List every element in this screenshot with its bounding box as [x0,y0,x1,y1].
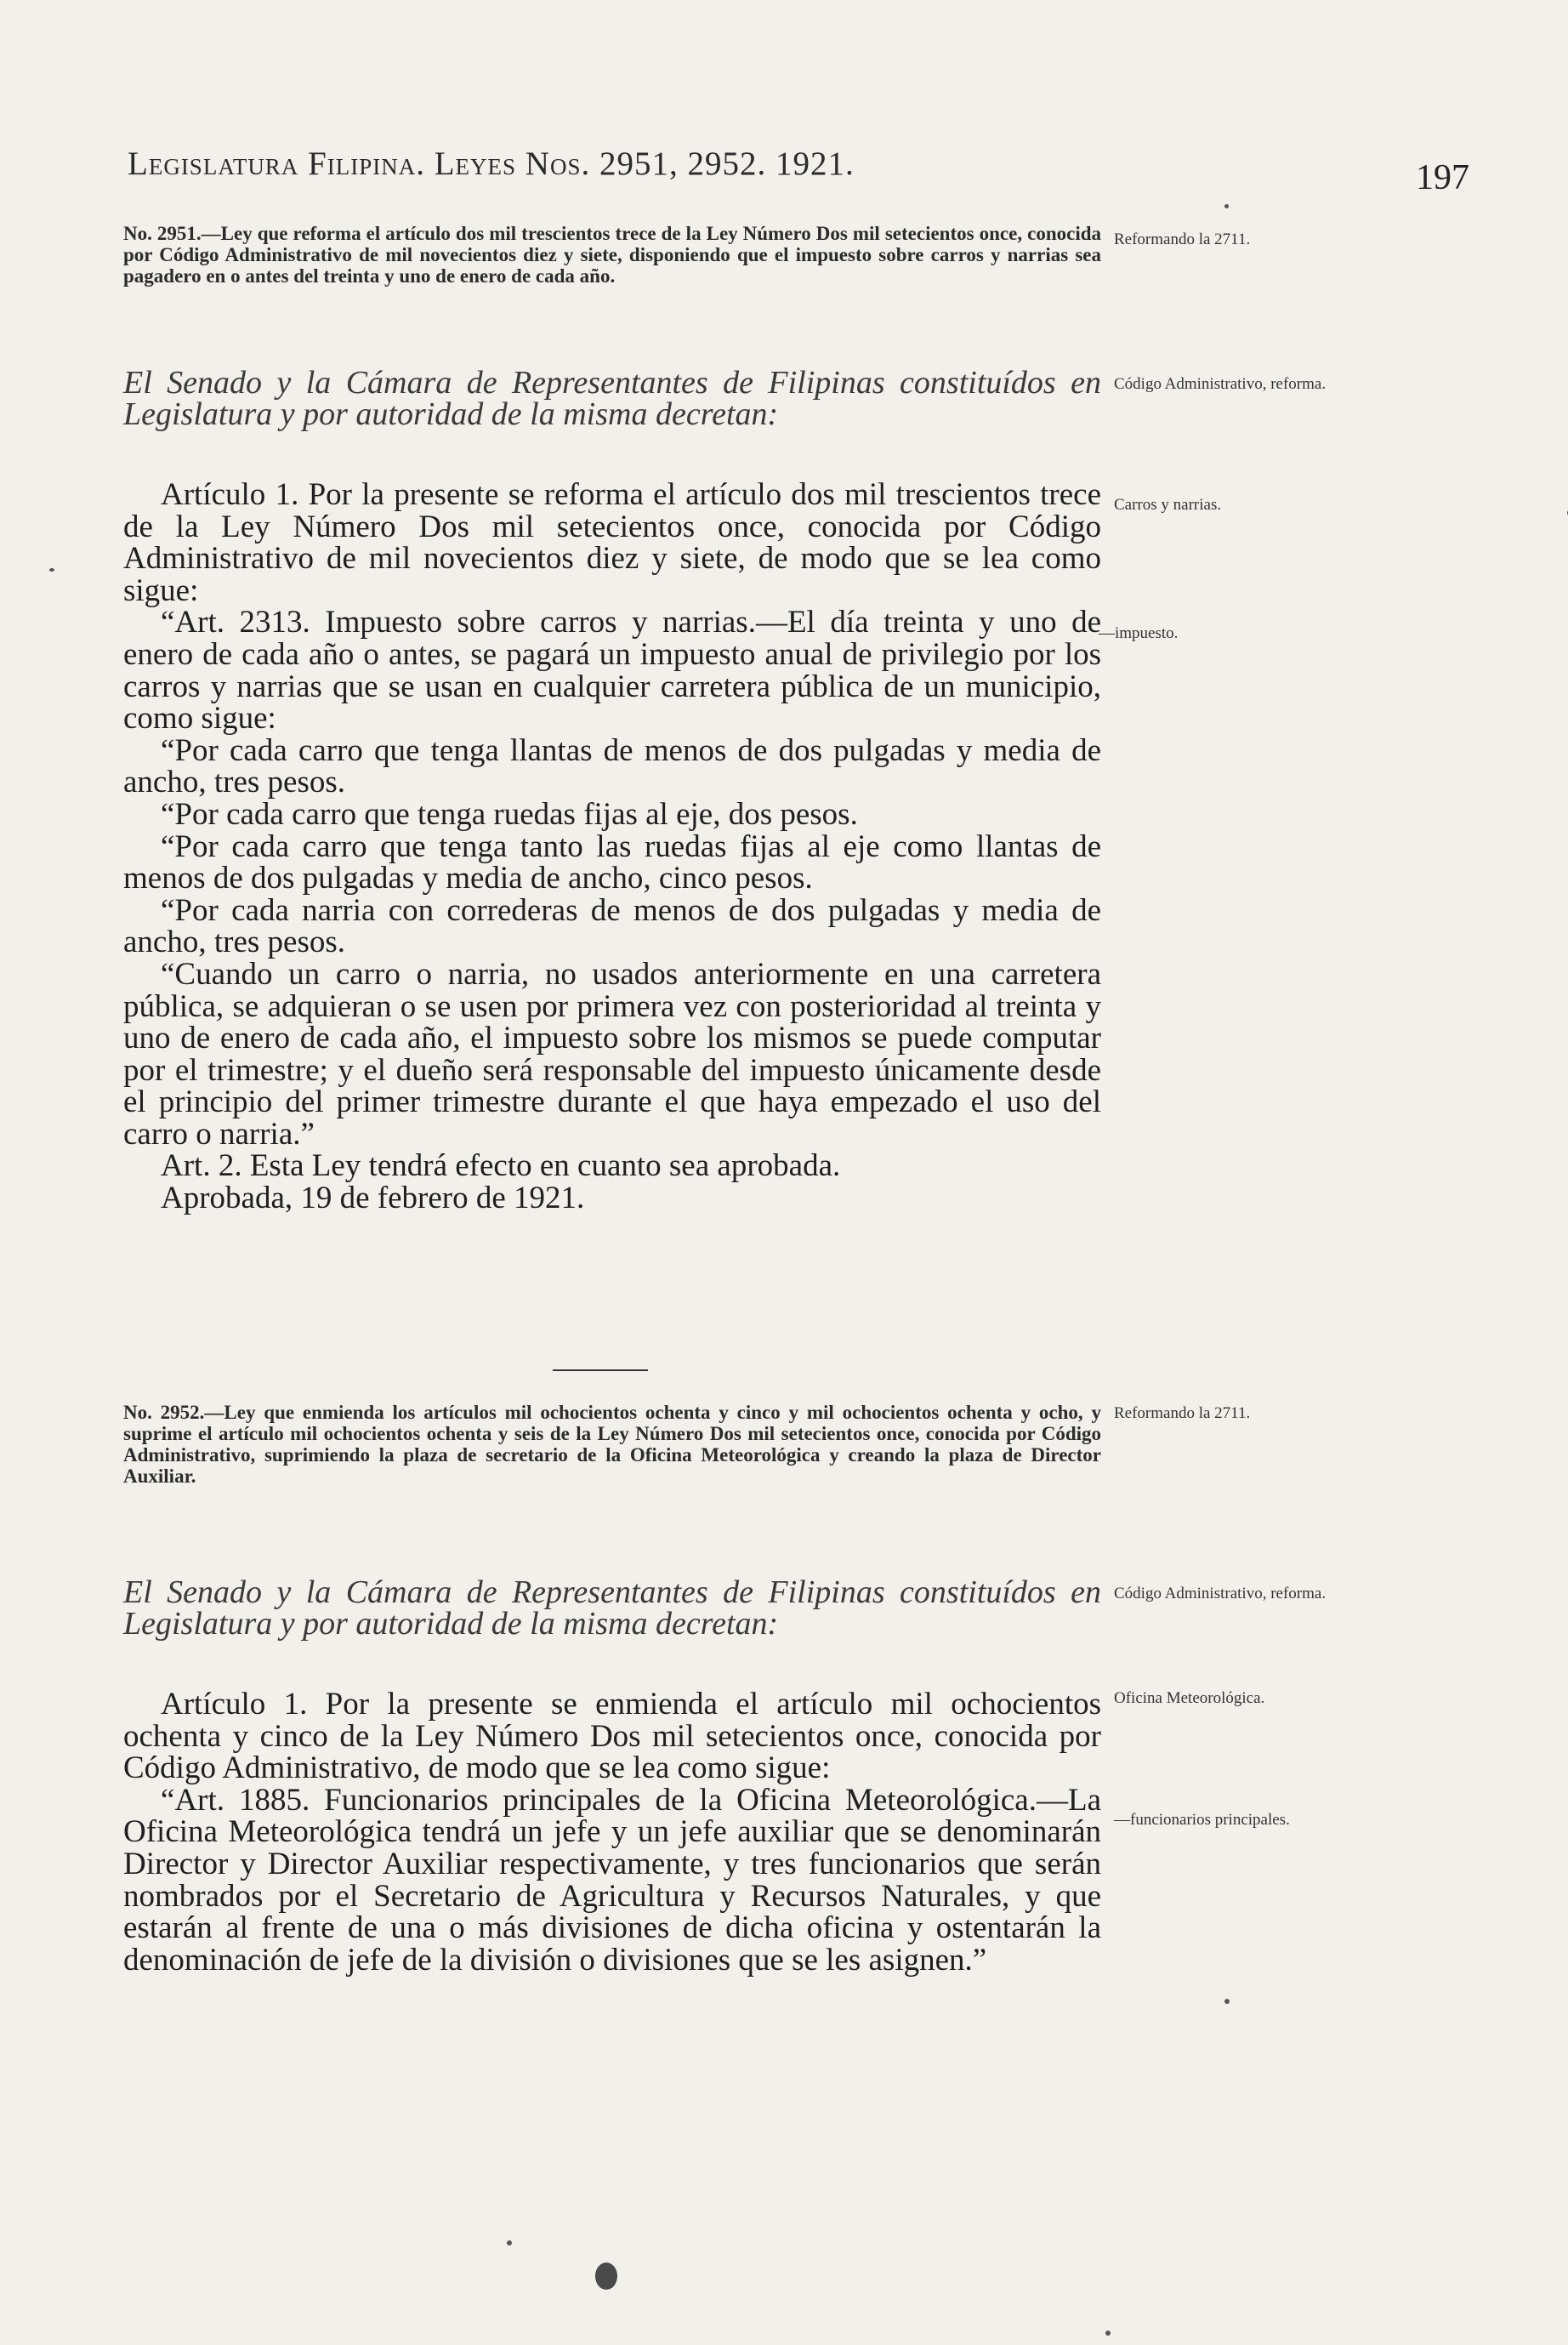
margin-note-codigo-2952: Código Administrativo, reforma. [1114,1585,1327,1602]
law-2952-summary-block [123,1402,1101,1487]
scan-speck [1105,2331,1111,2336]
margin-note-impuesto: —impuesto. [1099,624,1179,642]
scan-speck [1224,1999,1230,2004]
law-2952-summary: No. 2952.—Ley que enmienda los artículos mil ochocientos ochenta y cinco y mil ochocientos ochenta y ocho, y suprime el artículo mil ochocientos ochenta y seis de la Ley Número Dos mil setecientos once, conocida por Código Administrativo, suprimiendo la plaza de secretario de la Oficina Meteorológica y creando la plaza de Director Auxiliar. [123,1402,1101,1487]
law-2952-enacting-block [123,1574,1101,1642]
margin-note-carros: Carros y narrias. [1114,496,1222,514]
scan-blot [595,2262,617,2290]
law-2952-art-1885: “Art. 1885. Funcionarios principales de la Oficina Meteorológica.—La Oficina Meteorológica tendrá un jefe y un jefe auxiliar que se denominarán Director y Director Auxiliar respectivamente, y tres funcionarios que serán nombrados por el Secretario de Agricultura y Recursos Naturales, y que estarán al frente de una o más divisiones de dicha oficina y ostentarán la denominación de jefe de la división o divisiones que se les asignen.” [123,1782,1101,1978]
margin-note-reformando-2951: Reformando la 2711. [1114,231,1251,248]
law-2951-body [123,479,1101,1215]
law-2951-enacting-clause: El Senado y la Cámara de Representantes de Filipinas constituídos en Legislatura y por autoridad de la misma decretan: [123,365,1101,432]
law-2951-summary-block [123,223,1101,287]
law-2951-clause-llantas: “Por cada carro que tenga llantas de menos de dos pulgadas y media de ancho, tres pesos. [123,732,1101,800]
margin-note-reformando-2952: Reformando la 2711. [1114,1404,1251,1422]
margin-note-oficina: Oficina Meteorológica. [1114,1689,1265,1707]
law-2952-body [123,1688,1101,1976]
scan-speck [507,2240,512,2245]
law-2951-clause-trimestre: “Cuando un carro o narria, no usados anteriormente en una carretera pública, se adquieran o se usen por primera vez con posterioridad al treinta y uno de enero de cada año, el impuesto sobre los mismos se puede computar por el trimestre; y el dueño será responsable del impuesto únicamente desde el principio del primer trimestre durante el que haya empezado el uso del carro o narria.” [123,956,1101,1152]
law-2951-article-1: Artículo 1. Por la presente se reforma el artículo dos mil trescientos trece de la Ley Número Dos mil setecientos once, conocida por Código Administrativo de mil novecientos diez y siete, de modo que se lea como sigue: [123,477,1101,608]
law-2951-summary: No. 2951.—Ley que reforma el artículo dos mil trescientos trece de la Ley Número Dos mil setecientos once, conocida por Código Administrativo de mil novecientos diez y siete, disponiendo que el impuesto sobre carros y narrias sea pagadero en o antes del treinta y uno de enero de cada año. [123,223,1101,287]
law-2951-article-2: Art. 2. Esta Ley tendrá efecto en cuanto sea aprobada. [161,1148,841,1184]
margin-note-funcionarios: —funcionarios principales. [1114,1811,1290,1829]
law-2951-clause-ruedas: “Por cada carro que tenga ruedas fijas al eje, dos pesos. [161,796,858,832]
law-2952-enacting-clause: El Senado y la Cámara de Representantes de Filipinas constituídos en Legislatura y por autoridad de la misma decretan: [123,1574,1101,1642]
scan-speck [49,568,54,572]
law-2952-article-1: Artículo 1. Por la presente se enmienda el artículo mil ochocientos ochenta y cinco de la Ley Número Dos mil setecientos once, conocida por Código Administrativo, de modo que se lea como sigue: [123,1687,1101,1786]
law-2951-approval-date: Aprobada, 19 de febrero de 1921. [161,1181,585,1216]
section-divider [553,1369,648,1371]
law-2951-clause-ambas: “Por cada carro que tenga tanto las ruedas fijas al eje como llantas de menos de dos pulgadas y media de ancho, cinco pesos. [123,828,1101,896]
law-2951-enacting-block [123,367,1101,430]
law-2951-clause-narria: “Por cada narria con correderas de menos de dos pulgadas y media de ancho, tres pesos. [123,892,1101,960]
running-head: Legislatura Filipina. Leyes Nos. 2951, 2952. 1921. [128,145,855,182]
scan-speck [1224,204,1229,208]
law-2951-art-2313: “Art. 2313. Impuesto sobre carros y narrias.—El día treinta y uno de enero de cada año o antes, se pagará un impuesto anual de privilegio por los carros y narrias que se usan en cualquier carretera pública de un municipio, como sigue: [123,605,1101,737]
page-number: 197 [1416,158,1469,197]
margin-note-codigo-2951: Código Administrativo, reforma. [1114,375,1327,393]
